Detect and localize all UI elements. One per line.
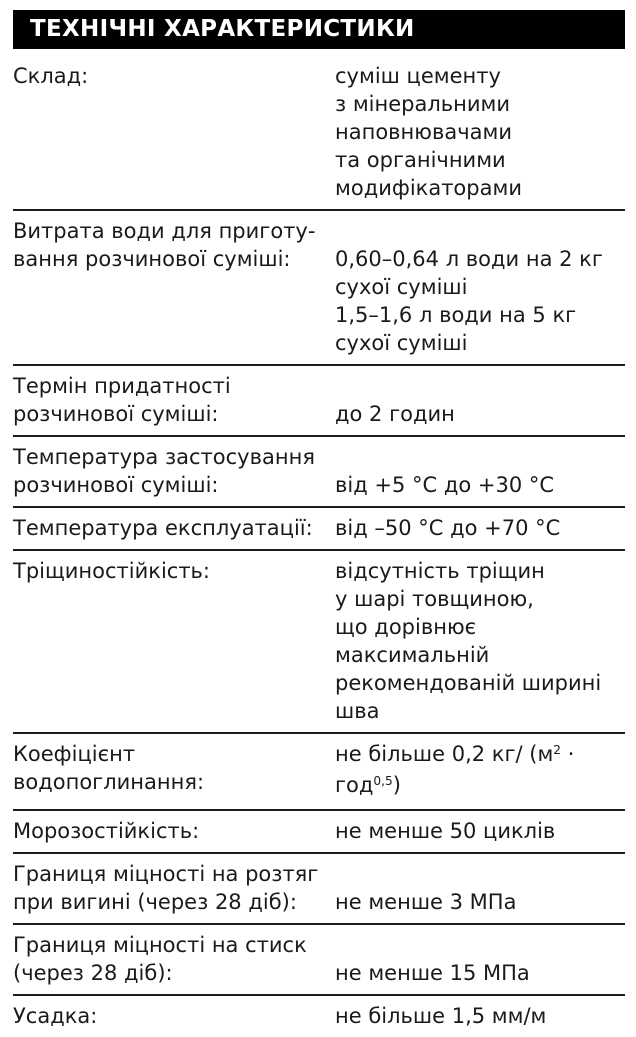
spec-row (13, 508, 625, 551)
spec-row (13, 925, 625, 996)
spec-row (13, 996, 625, 1037)
row-value: до 2 годин (335, 402, 455, 426)
spec-row (13, 551, 625, 734)
row-label: Термін придатності розчинової суміші: (13, 374, 231, 426)
spec-row (13, 811, 625, 854)
row-value: від –50 °C до +70 °C (335, 516, 561, 540)
row-value: не більше 1,5 мм/м (335, 1004, 547, 1028)
row-value: не менше 3 МПа (335, 890, 517, 914)
row-label: Витрата води для приготу- вання розчинової суміші: (13, 219, 316, 271)
row-value: від +5 °C до +30 °C (335, 473, 555, 497)
row-value: 0,60–0,64 л води на 2 кг сухої суміші 1,5–1,6 л води на 5 кг сухої суміші (335, 247, 603, 355)
row-value: суміш цементу з мінеральними наповнювачами та органічними модифікаторами (335, 64, 522, 200)
row-label: Температура застосування розчинової суміші: (13, 445, 315, 497)
row-label: Усадка: (13, 1004, 98, 1028)
row-label: Тріщиностійкість: (13, 559, 211, 583)
row-value: не більше 0,2 кг/ $(м^2 \cdot год^{0,5})$ (335, 742, 575, 797)
row-label: Границя міцності на стиск (через 28 діб): (13, 933, 307, 985)
spec-row (13, 854, 625, 925)
spec-row (13, 211, 625, 366)
spec-row (13, 437, 625, 508)
row-value: не менше 15 МПа (335, 961, 530, 985)
row-label: Морозостійкість: (13, 819, 200, 843)
spec-row (13, 56, 625, 211)
section-header-bar (13, 10, 625, 49)
row-value: не менше 50 циклів (335, 819, 556, 843)
row-label: Границя міцності на розтяг при вигині (через 28 діб): (13, 862, 319, 914)
row-label: Коефіцієнт водопоглинання: (13, 742, 205, 794)
row-label: Склад: (13, 64, 89, 88)
spec-table (13, 56, 625, 1037)
row-label: Температура експлуатації: (13, 516, 313, 540)
section-header-title: ТЕХНІЧНІ ХАРАКТЕРИСТИКИ (30, 16, 415, 42)
spec-row (13, 734, 625, 811)
spec-row (13, 366, 625, 437)
row-value: відсутність тріщин у шарі товщиною, що дорівнює максимальній рекомендованій ширині шва (335, 559, 602, 723)
